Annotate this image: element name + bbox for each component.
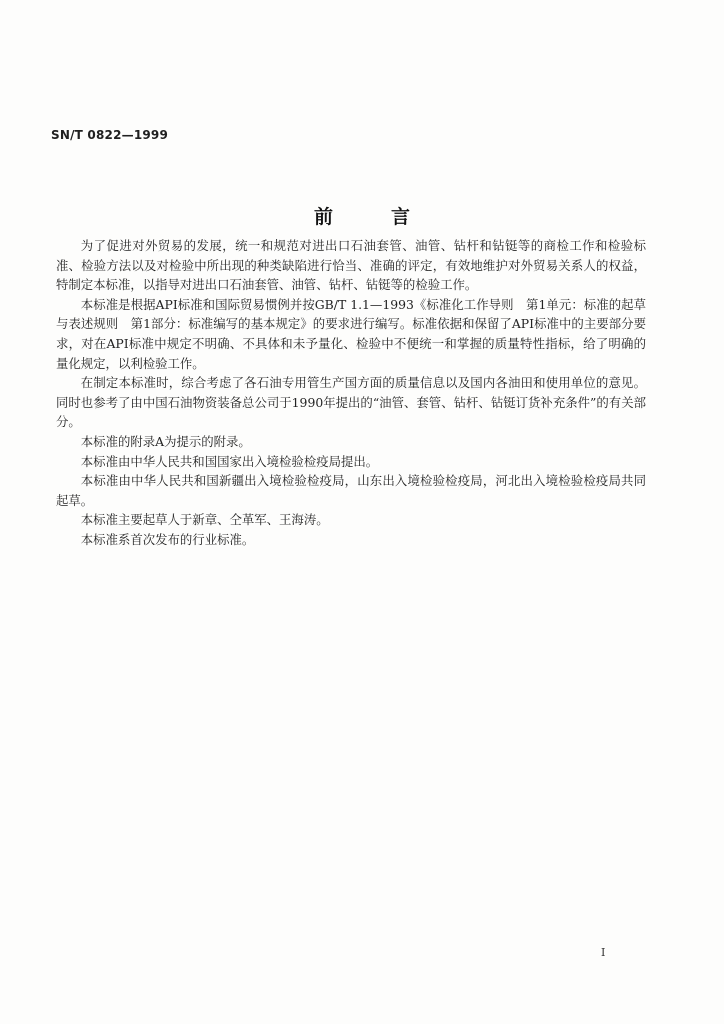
foreword-paragraph: 本标准的附录A为提示的附录。 — [80, 433, 251, 449]
foreword-paragraph: 本标准是根据API标准和国际贸易惯例并按GB/T 1.1—1993《标准化工作导则 第1单元：标准的起草与表述规则 第1部分：标准编写的基本规定》的要求进行编写。标准依据和保留了API标准中的主要部分要求，对在API标准中规定不明确、不具体和未予量化、检验中不便统一和掌握的质量特性指标，给了明确的量化规定，以利检验工作。 — [56, 296, 646, 371]
foreword-paragraph: 本标准主要起草人于新章、仝革军、王海涛。 — [80, 512, 329, 528]
foreword-paragraph: 在制定本标准时，综合考虑了各石油专用管生产国方面的质量信息以及国内各油田和使用单位的意见。同时也参考了由中国石油物资装备总公司于1990年提出的“油管、套管、钻杆、钻铤订货补充条件”的有关部分。 — [56, 375, 646, 430]
standard-number: SN/T 0822—1999 — [51, 128, 169, 142]
foreword-paragraph: 本标准系首次发布的行业标准。 — [80, 531, 255, 547]
foreword-body — [56, 236, 646, 550]
foreword-paragraph: 本标准由中华人民共和国国家出入境检验检疫局提出。 — [80, 453, 379, 469]
page-number: I — [601, 946, 606, 959]
page-title: 前言 — [313, 206, 468, 228]
foreword-paragraph: 本标准由中华人民共和国新疆出入境检验检疫局，山东出入境检验检疫局，河北出入境检验检疫局共同起草。 — [56, 473, 646, 508]
foreword-paragraph: 为了促进对外贸易的发展，统一和规范对进出口石油套管、油管、钻杆和钻铤等的商检工作和检验标准、检验方法以及对检验中所出现的种类缺陷进行恰当、准确的评定，有效地维护对外贸易关系人的权益，特制定本标准，以指导对进出口石油套管、油管、钻杆、钻铤等的检验工作。 — [56, 238, 646, 293]
